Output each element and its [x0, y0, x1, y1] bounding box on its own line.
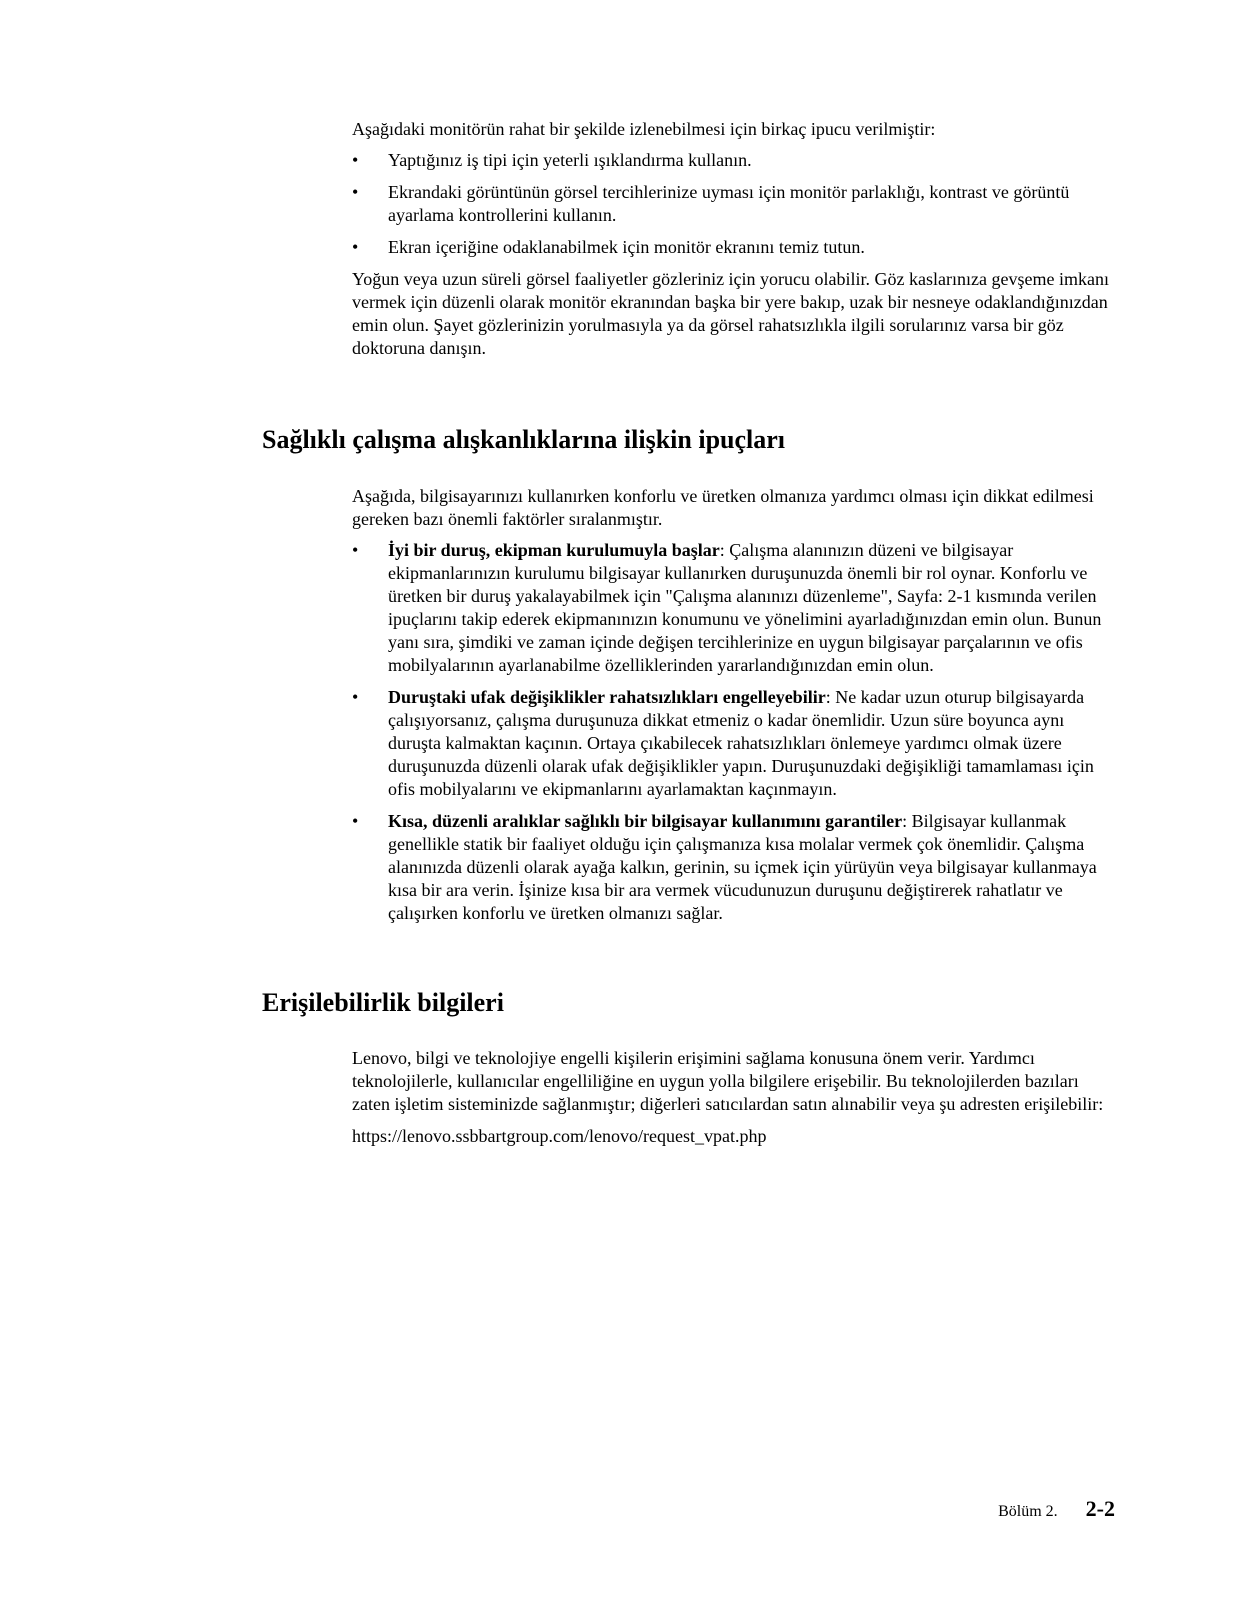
- health-intro: Aşağıda, bilgisayarınızı kullanırken konforlu ve üretken olmanıza yardımcı olması için dikkat edilmesi gereken bazı önemli faktörler sıralanmıştır.: [352, 486, 1094, 529]
- bullet-text: Yaptığınız iş tipi için yeterli ışıklandırma kullanın.: [388, 150, 752, 170]
- page-number: 2-2: [1085, 1496, 1115, 1521]
- bullet-text: Ekran içeriğine odaklanabilmek için monitör ekranını temiz tutun.: [388, 237, 865, 257]
- eye-strain-paragraph: Yoğun veya uzun süreli görsel faaliyetler gözleriniz için yorucu olabilir. Göz kaslarınıza gevşeme imkanı vermek için düzenli olarak monitör ekranından başka bir yere bakıp, uzak bir nesneye odaklandığınızdan emin olun. Şayet gözlerinizin yorulmasıyla ya da görsel rahatsızlıkla ilgili sorularınız varsa bir göz doktoruna danışın.: [352, 269, 1109, 358]
- health-block: [352, 485, 1112, 925]
- intro-block: [352, 118, 1112, 360]
- bullet-text: : Ne kadar uzun oturup bilgisayarda çalışıyorsanız, çalışma duruşunuza dikkat etmeniz o kadar önemlidir. Uzun süre boyunca aynı duruşta kalmaktan kaçının. Ortaya çıkabilecek rahatsızlıkları önlemeye yardımcı olmak üzere duruşunuzda düzenli olarak ufak değişiklikler yapın. Duruşunuzdaki değişikliği tamamlaması için ofis mobilyalarını ve ekipmanlarını ayarlamaktan kaçınmayın.: [388, 687, 1094, 799]
- footer-chapter: Bölüm 2.: [998, 1503, 1058, 1520]
- vpat-url-link[interactable]: https://lenovo.ssbbartgroup.com/lenovo/request_vpat.php: [352, 1126, 767, 1146]
- list-item: [352, 181, 1112, 227]
- accessibility-block: [352, 1047, 1112, 1148]
- list-item: [352, 810, 1112, 925]
- bullet-icon: •: [352, 237, 359, 257]
- intro-bullet-list: [352, 149, 1112, 259]
- bullet-bold-lead: Duruştaki ufak değişiklikler rahatsızlıkları engelleyebilir: [388, 687, 826, 707]
- section-heading-accessibility: Erişilebilirlik bilgileri: [262, 988, 504, 1017]
- bullet-icon: •: [352, 811, 359, 831]
- bullet-bold-lead: İyi bir duruş, ekipman kurulumuyla başlar: [388, 540, 720, 560]
- accessibility-paragraph: Lenovo, bilgi ve teknolojiye engelli kişilerin erişimini sağlama konusuna önem verir. Yardımcı teknolojilerle, kullanıcılar engelliliğine en uygun yolla bilgilere erişebilir. Bu teknolojilerden bazıları zaten işletim sisteminizde sağlanmıştır; diğerleri satıcılardan satın alınabilir veya şu adresten erişilebilir:: [352, 1048, 1104, 1114]
- list-item: [352, 236, 1112, 259]
- bullet-icon: •: [352, 150, 359, 170]
- bullet-icon: •: [352, 182, 359, 202]
- bullet-text: : Çalışma alanınızın düzeni ve bilgisayar ekipmanlarınızın kurulumu bilgisayar kullanırken duruşunuzda önemli bir rol oynar. Konforlu ve üretken bir duruş yakalayabilmek için "Çalışma alanınızı düzenleme", Sayfa: 2-1 kısmında verilen ipuçlarını takip ederek ekipmanınızın konumunu ve yönelimini ayarladığınızdan emin olun. Bunun yanı sıra, şimdiki ve zaman içinde değişen tercihlerinize en uygun bilgisayar parçalarının ve ofis mobilyalarının ayarlanabilme özelliklerinden yararlandığınızdan emin olun.: [388, 540, 1102, 675]
- bullet-bold-lead: Kısa, düzenli aralıklar sağlıklı bir bilgisayar kullanımını garantiler: [388, 811, 903, 831]
- list-item: [352, 149, 1112, 172]
- health-bullet-list: [352, 539, 1112, 925]
- list-item: [352, 539, 1112, 677]
- intro-text: Aşağıdaki monitörün rahat bir şekilde izlenebilmesi için birkaç ipucu verilmiştir:: [352, 119, 936, 139]
- bullet-text: : Bilgisayar kullanmak genellikle statik bir faaliyet olduğu için çalışmanıza kısa molalar vermek çok önemlidir. Çalışma alanınızda düzenli olarak ayağa kalkın, gerinin, su içmek için yürüyün veya bilgisayar kullanmaya kısa bir ara verin. İşinize kısa bir ara vermek vücudunuzun duruşunu değiştirerek rahatlatır ve çalışırken konforlu ve üretken olmanızı sağlar.: [388, 811, 1097, 923]
- bullet-icon: •: [352, 540, 359, 560]
- page-footer: [998, 1497, 1115, 1524]
- section-heading-health: Sağlıklı çalışma alışkanlıklarına ilişkin ipuçları: [262, 425, 786, 454]
- bullet-icon: •: [352, 687, 359, 707]
- bullet-text: Ekrandaki görüntünün görsel tercihlerinize uyması için monitör parlaklığı, kontrast ve görüntü ayarlama kontrollerini kullanın.: [388, 182, 1070, 225]
- list-item: [352, 686, 1112, 801]
